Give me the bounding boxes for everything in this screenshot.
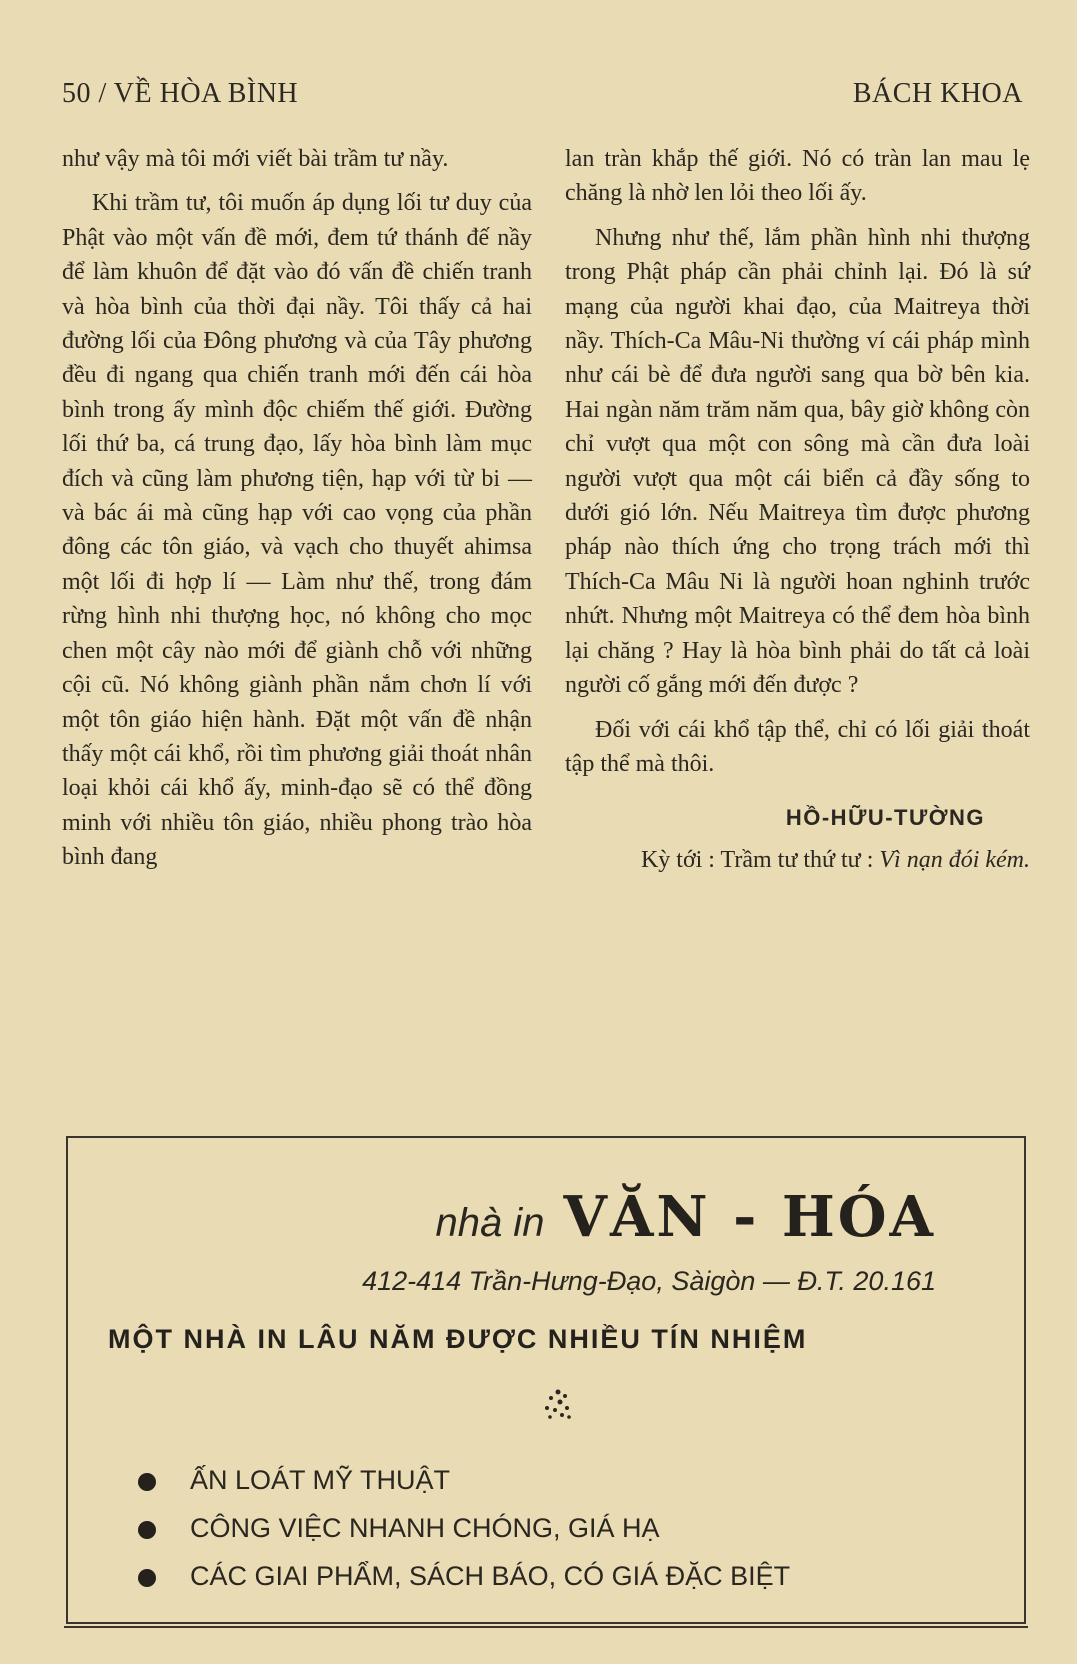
feature-text: CÔNG VIỆC NHANH CHÓNG, GIÁ HẠ — [190, 1513, 660, 1543]
left-column — [62, 142, 532, 885]
right-column — [565, 142, 1030, 876]
bullet-icon — [138, 1473, 156, 1491]
list-item — [138, 1456, 790, 1504]
ad-brand-name: VĂN - HÓA — [563, 1184, 936, 1250]
running-head — [62, 78, 1023, 118]
ad-features-list — [138, 1456, 790, 1600]
bullet-icon — [138, 1521, 156, 1539]
ad-brand-prefix: nhà in — [435, 1201, 545, 1245]
next-issue-prefix: Kỳ tới : Trầm tư thứ tư : — [640, 846, 874, 873]
paragraph: lan tràn khắp thế giới. Nó có tràn lan mau lẹ chăng là nhờ len lỏi theo lối ấy. — [565, 146, 1030, 207]
next-issue-title: Vì nạn đói kém. — [879, 846, 1030, 873]
list-item — [138, 1552, 790, 1600]
paragraph: như vậy mà tôi mới viết bài trầm tư nầy. — [62, 146, 449, 172]
paragraph: Khi trầm tư, tôi muốn áp dụng lối tư duy của Phật vào một vấn đề mới, đem tứ thánh đế nầy để làm khuôn để đặt vào đó vấn đề chiến tranh và hòa bình của thời đại nầy. Tôi thấy cả hai đường lối của Đông phương và của Tây phương đều đi ngang qua chiến tranh mới đến cái hòa bình trong ấy mình độc chiếm thế giới. Đường lối thứ ba, cá trung đạo, lấy hòa bình làm mục đích và cũng làm phương tiện, hạp với từ bi — và bác ái mà cũng hạp với cao vọng của phần đông các tôn giáo, và vạch cho thuyết ahimsa một lối đi hợp lí — Làm như thế, trong đám rừng hình nhi thượng học, nó không cho mọc chen một cây nào mới để giành chỗ với những cội cũ. Nó không giành phần nắm chơn lí với một tôn giáo hiện hành. Đặt một vấn đề nhận thấy một cái khổ, rồi tìm phương giải thoát nhân loại khỏi cái khổ ấy, minh-đạo sẽ có thể đồng minh với nhiều tôn giáo, nhiều phong trào hòa bình đang — [62, 190, 532, 871]
feature-text: CÁC GIAI PHẨM, SÁCH BÁO, CÓ GIÁ ĐẶC BIỆT — [190, 1561, 791, 1591]
ad-slogan: MỘT NHÀ IN LÂU NĂM ĐƯỢC NHIỀU TÍN NHIỆM — [108, 1324, 808, 1354]
magazine-title: BÁCH KHOA — [852, 78, 1023, 109]
feature-text: ẤN LOÁT MỸ THUẬT — [190, 1465, 451, 1495]
list-item — [138, 1504, 790, 1552]
bullet-icon — [138, 1569, 156, 1587]
page-number-section-title: 50 / VỀ HÒA BÌNH — [62, 78, 299, 109]
printing-house-advertisement — [66, 1136, 1026, 1624]
next-issue-note — [565, 844, 1030, 876]
paragraph: Nhưng như thế, lắm phần hình nhi thượng trong Phật pháp cần phải chỉnh lại. Đó là sứ mạng của người khai đạo, của Maitreya thời nầy. Thích-Ca Mâu-Ni thường ví cái pháp mình như cái bè để đưa người sang qua bờ bên kia. Hai ngàn năm trăm năm qua, bây giờ không còn chỉ vượt qua một con sông mà cần đưa loài người vượt qua một cái biển cả đầy sống to dưới gió lớn. Nếu Maitreya tìm được phương pháp nào thích ứng cho trọng trách mới thì Thích-Ca Mâu Ni là người hoan nghinh trước nhứt. Nhưng một Maitreya có thể đem hòa bình lại chăng ? Hay là hòa bình phải do tất cả loài người cố gắng mới đến được ? — [565, 224, 1030, 699]
paragraph: Đối với cái khổ tập thể, chỉ có lối giải thoát tập thể mà thôi. — [565, 716, 1030, 777]
author-signature: HỒ-HỮU-TƯỜNG — [785, 805, 985, 831]
floral-ornament-icon — [538, 1384, 578, 1424]
ad-brand — [435, 1184, 936, 1250]
ad-address: 412-414 Trần-Hưng-Đạo, Sàigòn — Đ.T. 20.161 — [362, 1266, 936, 1296]
